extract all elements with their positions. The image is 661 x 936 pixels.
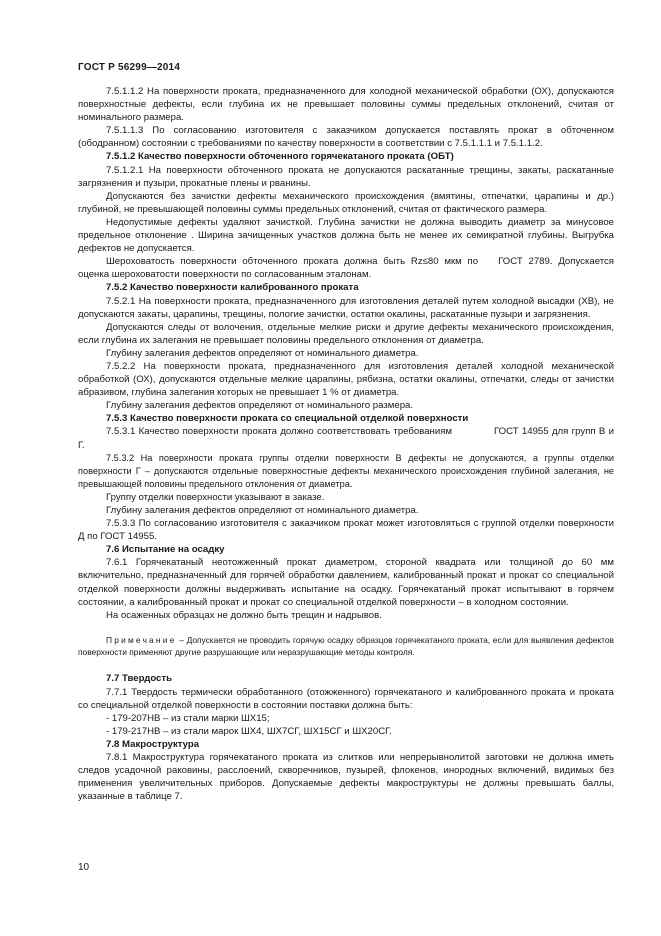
paragraph: 7.5.1.2.1 На поверхности обточенного проката не допускаются раскатанные трещины, закаты, раскатанные загрязнения и пузыри, прокатные плены и рванины. (78, 164, 614, 189)
section-heading: 7.5.2 Качество поверхности калиброванного проката (106, 282, 359, 294)
section-heading: 7.5.1.2 Качество поверхности обточенного горячекатаного проката (ОБТ) (106, 151, 454, 163)
standard-reference: ГОСТ 14955 (494, 426, 549, 438)
list-item: - 179-207НВ – из стали марки ШХ15; (106, 712, 270, 724)
paragraph: 7.6.1 Горячекатаный неотожженный прокат диаметром, стороной квадрата или толщиной до 60 мм включительно, предназначенный для горячей обработки давлением, калиброванный прокат и прокат со специальной отделкой поверхности должны выдерживать испытание на осадку. Горячекатаный прокат испытывают в горячем состоянии, а калиброванный прокат и прокат со специальной отделкой поверхности – в холодном состоянии. (78, 557, 614, 608)
document-header: ГОСТ Р 56299—2014 (78, 62, 181, 73)
paragraph: 7.5.2.1 На поверхности проката, предназначенного для изготовления деталей путем холодной высадки (ХВ), не допускаются закаты, царапины, трещины, пологие зачистки, остатки окалины, раскатанные пузыри и загрязнения. (78, 295, 614, 320)
paragraph (78, 255, 614, 281)
paragraph: Допускаются следы от волочения, отдельные мелкие риски и другие дефекты механического происхождения, если глубина их залегания не превышает половины предельного отклонения от диаметра. (78, 321, 614, 346)
paragraph (78, 425, 614, 451)
list-item: - 179-217НВ – из стали марок ШХ4, ШХ7СГ, ШХ15СГ и ШХ20СГ. (106, 725, 392, 737)
paragraph: Недопустимые дефекты удаляют зачисткой. Глубина зачистки не должна выводить диаметр за минусовое предельное отклонение . Ширина зачищенных участков должна быть не менее их семикратной глубины. Выгрубка дефектов не допускается. (78, 216, 614, 255)
paragraph: 7.8.1 Макроструктура горячекатаного проката из слитков или непрерывнолитой заготовки не должна иметь следов усадочной раковины, расслоений, скворечников, пузырей, флокенов, инородных включений, видимых без применения увеличительных приборов. Допускаемые дефекты макроструктуры не должны превышать баллы, указанные в таблице 7. (78, 752, 614, 803)
paragraph: На осаженных образцах не должно быть трещин и надрывов. (106, 609, 382, 621)
paragraph: Глубину залегания дефектов определяют от номинального диаметра. (106, 505, 419, 516)
paragraph: Глубину залегания дефектов определяют от номинального размера. (106, 400, 414, 412)
paragraph: 7.5.1.1.3 По согласованию изготовителя с заказчиком допускается поставлять прокат в обточенном (ободранном) состоянии с требованиями по качеству поверхности в соответствии с 7.5.1.1.1 и 7.5.1.1.2. (78, 125, 614, 150)
text-span: 7.5.3.1 Качество поверхности проката должно соответствовать требованиям (106, 426, 452, 438)
page-number: 10 (78, 862, 90, 873)
note-text: – Допускается не проводить горячую осадку образцов горячекатаного проката, если для выявления дефектов поверхности применяют другие разрушающие или неразрушающие методы контроля. (78, 634, 614, 658)
section-heading: 7.8 Макроструктура (106, 738, 200, 750)
note-label: Примечание (106, 634, 177, 645)
note (78, 634, 614, 659)
paragraph: Глубину залегания дефектов определяют от номинального диаметра. (106, 347, 419, 359)
section-heading: 7.5.3 Качество поверхности проката со специальной отделкой поверхности (106, 413, 469, 425)
section-heading: 7.7 Твердость (106, 673, 172, 685)
paragraph: 7.5.3.2 На поверхности проката группы отделки поверхности В дефекты не допускаются, а группы отделки поверхности Г – допускаются отдельные поверхностные дефекты механического происхождения глубиной залегания, не превышающей половины предельного отклонения от диаметра. (78, 452, 614, 489)
text-span: для групп В и Г. (78, 426, 615, 451)
paragraph: Группу отделки поверхности указывают в заказе. (106, 491, 325, 503)
text-span: Допускается оценка шероховатости поверхности по согласованным эталонам. (78, 256, 614, 281)
paragraph: 7.5.2.2 На поверхности проката, предназначенного для изготовления деталей холодной механической обработкой (ОХ), допускаются отдельные мелкие царапины, рябизна, остатки окалины, отпечатки, следы от зачистки абразивом, глубина залегания которых не превышает 1 % от диаметра. (78, 360, 614, 399)
document-page (78, 62, 614, 803)
paragraph: 7.7.1 Твердость термически обработанного (отожженного) горячекатаного и калиброванного проката и проката со специальной отделкой поверхности в состоянии поставки должна быть: (78, 686, 614, 711)
section-heading: 7.6 Испытание на осадку (106, 544, 225, 556)
standard-reference: ГОСТ 2789. (498, 256, 553, 268)
text-span: Шероховатость поверхности обточенного проката должна быть Rz≤80 мкм по (106, 256, 479, 268)
paragraph: Допускаются без зачистки дефекты механического происхождения (вмятины, отпечатки, царапины и др.) глубиной, не превышающей половины суммы предельных отклонений, считая от фактического размера. (78, 190, 614, 215)
paragraph: 7.5.1.1.2 На поверхности проката, предназначенного для холодной механической обработки (ОХ), допускаются поверхностные дефекты, если глубина их не превышает половины суммы предельных отклонений, считая от номинального размера. (78, 86, 614, 124)
paragraph: 7.5.3.3 По согласованию изготовителя с заказчиком прокат может изготовляться с группой отделки поверхности Д по ГОСТ 14955. (78, 518, 614, 543)
